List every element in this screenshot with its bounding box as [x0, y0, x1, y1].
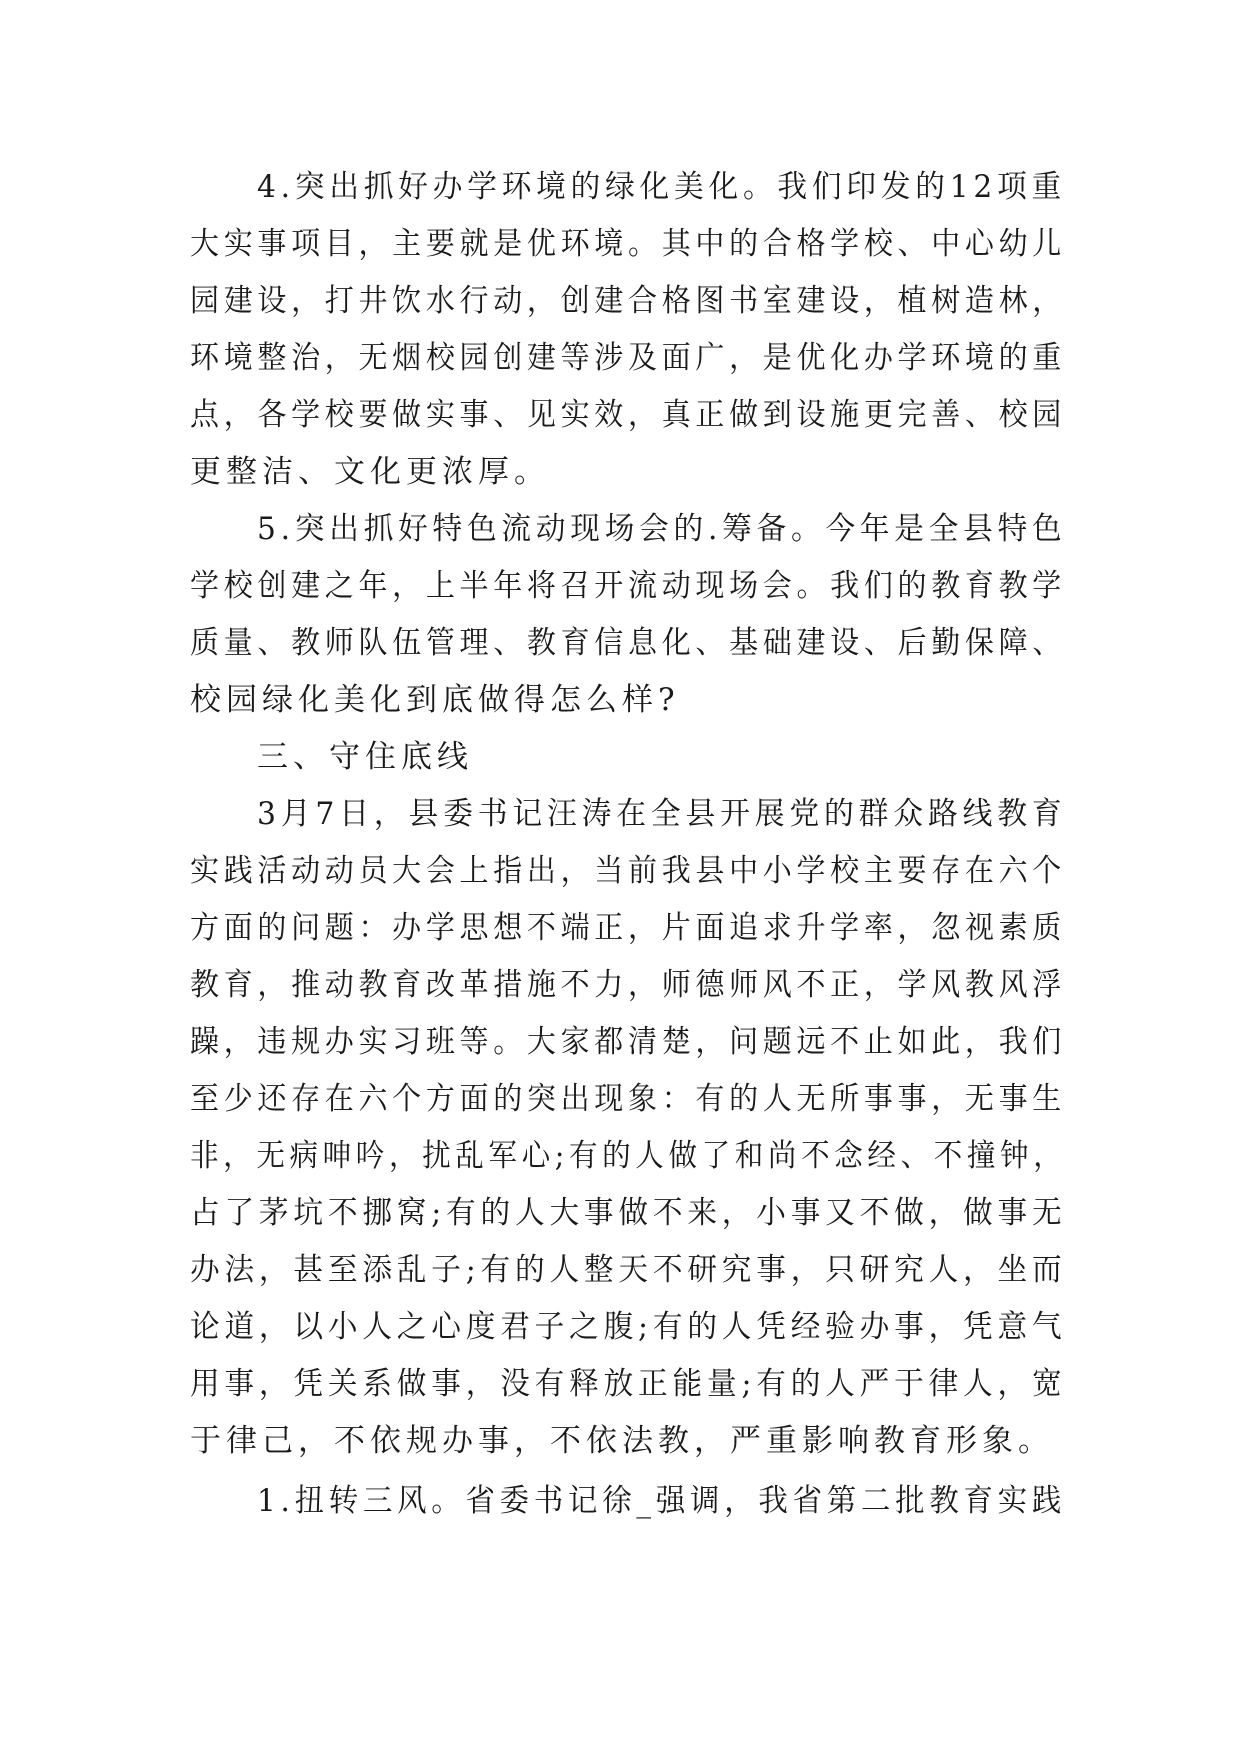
- text-line: 5.突出抓好特色流动现场会的.筹备。今年是全县特色: [257, 511, 1067, 547]
- text-line: 4.突出抓好办学环境的绿化美化。我们印发的12项重: [257, 169, 1067, 205]
- text-line: 实践活动动员大会上指出，当前我县中小学校主要存在六个: [190, 853, 1067, 889]
- text-line: 办法，甚至添乱子;有的人整天不研究事，只研究人，坐而: [190, 1252, 1067, 1288]
- text-line: 至少还存在六个方面的突出现象：有的人无所事事，无事生: [190, 1081, 1067, 1117]
- section-heading: 三、守住底线: [257, 739, 473, 775]
- text-line: 1.扭转三风。省委书记徐_强调，我省第二批教育实践: [257, 1483, 1067, 1519]
- text-line: 大实事项目，主要就是优环境。其中的合格学校、中心幼儿: [190, 226, 1067, 262]
- text-line: 点，各学校要做实事、见实效，真正做到设施更完善、校园: [190, 397, 1067, 433]
- text-line: 质量、教师队伍管理、教育信息化、基础建设、后勤保障、: [190, 625, 1067, 661]
- text-line: 3月7日，县委书记汪涛在全县开展党的群众路线教育: [257, 796, 1067, 832]
- text-line: 教育，推动教育改革措施不力，师德师风不正，学风教风浮: [190, 967, 1067, 1003]
- text-line: 更整洁、文化更浓厚。: [190, 454, 550, 490]
- text-line: 学校创建之年，上半年将召开流动现场会。我们的教育教学: [190, 568, 1067, 604]
- text-line: 用事，凭关系做事，没有释放正能量;有的人严于律人，宽: [190, 1366, 1067, 1402]
- text-line: 方面的问题：办学思想不端正，片面追求升学率，忽视素质: [190, 910, 1067, 946]
- text-line: 校园绿化美化到底做得怎么样?: [190, 682, 680, 718]
- text-line: 占了茅坑不挪窝;有的人大事做不来，小事又不做，做事无: [190, 1195, 1067, 1231]
- text-line: 非，无病呻吟，扰乱军心;有的人做了和尚不念经、不撞钟，: [190, 1138, 1067, 1174]
- text-line: 论道，以小人之心度君子之腹;有的人凭经验办事，凭意气: [190, 1309, 1067, 1345]
- text-line: 躁，违规办实习班等。大家都清楚，问题远不止如此，我们: [190, 1024, 1067, 1060]
- text-line: 于律己，不依规办事，不依法教，严重影响教育形象。: [190, 1423, 1054, 1459]
- text-line: 园建设，打井饮水行动，创建合格图书室建设，植树造林，: [190, 283, 1067, 319]
- text-line: 环境整治，无烟校园创建等涉及面广，是优化办学环境的重: [190, 340, 1067, 376]
